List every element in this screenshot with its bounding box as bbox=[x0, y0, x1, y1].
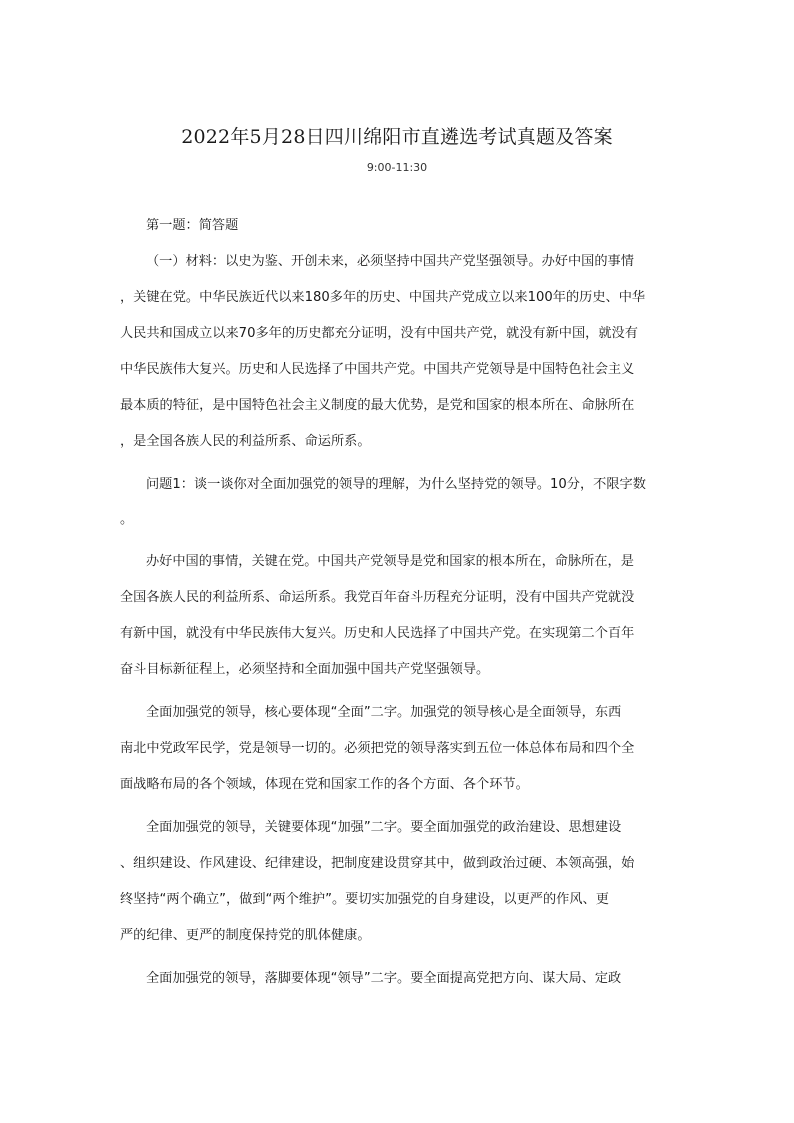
paragraph-line: 奋斗目标新征程上，必须坚持和全面加强中国共产党坚强领导。 bbox=[120, 662, 490, 677]
paragraph-line: ，关键在党。中华民族近代以来180多年的历史、中国共产党成立以来100年的历史、中华 bbox=[120, 290, 646, 305]
paragraph-line: 有新中国，就没有中华民族伟大复兴。历史和人民选择了中国共产党。在实现第二个百年 bbox=[120, 626, 635, 641]
paragraph-line: 全面加强党的领导，落脚要体现“领导”二字。要全面提高党把方向、谋大局、定政 bbox=[146, 971, 622, 986]
paragraph-line: ，是全国各族人民的利益所系、命运所系。 bbox=[120, 434, 371, 449]
section-heading: 第一题：简答题 bbox=[146, 218, 239, 233]
paragraph-line: 全面加强党的领导，关键要体现“加强”二字。要全面加强党的政治建设、思想建设 bbox=[146, 820, 622, 835]
exam-time: 9:00-11:30 bbox=[366, 161, 428, 174]
paragraph-line: 面战略布局的各个领域，体现在党和国家工作的各个方面、各个环节。 bbox=[120, 777, 529, 792]
paragraph-line: 全面加强党的领导，核心要体现“全面”二字。加强党的领导核心是全面领导，东西 bbox=[146, 705, 622, 720]
paragraph-line: 全国各族人民的利益所系、命运所系。我党百年奋斗历程充分证明，没有中国共产党就没 bbox=[120, 590, 635, 605]
question-line: 。 bbox=[120, 512, 134, 527]
paragraph-line: 人民共和国成立以来70多年的历史都充分证明，没有中国共产党，就没有新中国，就没有 bbox=[120, 326, 638, 341]
paragraph-line: 中华民族伟大复兴。历史和人民选择了中国共产党。中国共产党领导是中国特色社会主义 bbox=[120, 362, 635, 377]
paragraph-line: 南北中党政军民学，党是领导一切的。必须把党的领导落实到五位一体总体布局和四个全 bbox=[120, 741, 635, 756]
paragraph-line: （一）材料：以史为鉴、开创未来，必须坚持中国共产党坚强领导。办好中国的事情 bbox=[146, 254, 634, 269]
paragraph-line: 严的纪律、更严的制度保持党的肌体健康。 bbox=[120, 928, 371, 943]
paragraph-line: 办好中国的事情，关键在党。中国共产党领导是党和国家的根本所在，命脉所在，是 bbox=[146, 554, 634, 569]
question-line: 问题1：谈一谈你对全面加强党的领导的理解，为什么坚持党的领导。10分，不限字数 bbox=[146, 477, 646, 492]
paragraph-line: 终坚持“两个确立”，做到“两个维护”。要切实加强党的自身建设，以更严的作风、更 bbox=[120, 892, 609, 907]
paragraph-line: 、组织建设、作风建设、纪律建设，把制度建设贯穿其中，做到政治过硬、本领高强，始 bbox=[120, 856, 635, 871]
paragraph-line: 最本质的特征，是中国特色社会主义制度的最大优势，是党和国家的根本所在、命脉所在 bbox=[120, 398, 635, 413]
document-title: 2022年5月28日四川绵阳市直遴选考试真题及答案 bbox=[181, 126, 613, 148]
